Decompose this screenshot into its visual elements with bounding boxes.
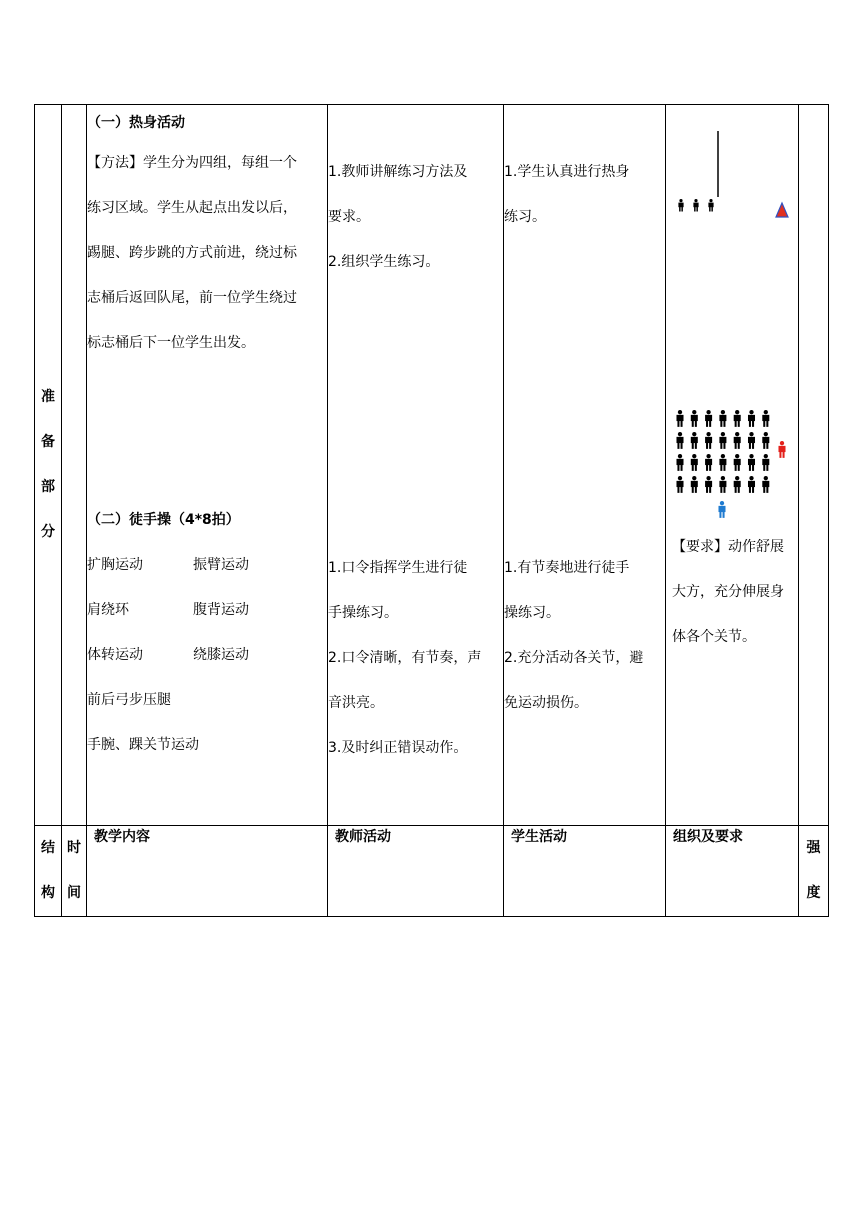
exercise-item: 扩胸运动 — [87, 557, 143, 573]
student-figure-icon — [748, 410, 755, 427]
student-figure-icon — [676, 454, 683, 471]
exercise-item: 体转运动 — [87, 647, 143, 663]
header-char: 强 — [806, 840, 821, 856]
teacher-line: 手操练习。 — [328, 605, 398, 621]
student-activity-header: 学生活动 — [504, 826, 666, 917]
student-figure-icon — [748, 476, 755, 493]
student-line: 操练习。 — [504, 605, 560, 621]
time-header — [62, 826, 87, 917]
section-char: 部 — [41, 479, 55, 495]
warmup-line: 踢腿、跨步跳的方式前进，绕过标 — [87, 245, 297, 261]
student-figure-icon — [705, 454, 712, 471]
student-figure-icon — [719, 410, 726, 427]
student-figure-icon — [762, 454, 769, 471]
header-char: 构 — [41, 885, 55, 901]
formation-svg — [672, 105, 793, 525]
structure-header — [35, 826, 62, 917]
requirement-line: 大方，充分伸展身 — [672, 584, 784, 600]
header-char: 间 — [67, 885, 81, 901]
student-figure-icon — [691, 432, 698, 449]
teacher-activity-cell — [328, 105, 504, 826]
header-row — [35, 826, 829, 917]
student-figure-icon — [719, 476, 726, 493]
student-figure-icon — [734, 476, 741, 493]
exercise-row: 前后弓步压腿 — [87, 692, 171, 708]
teacher-line: 2.组织学生练习。 — [328, 254, 440, 270]
teacher-line: 要求。 — [328, 209, 370, 225]
teacher-line: 音洪亮。 — [328, 695, 384, 711]
content-cell — [87, 105, 328, 826]
section-label-cell — [35, 105, 62, 826]
student-figure-icon — [705, 432, 712, 449]
lesson-plan-table — [34, 104, 829, 917]
exercise-item: 绕膝运动 — [193, 647, 249, 663]
student-figure-icon — [748, 432, 755, 449]
student-line: 免运动损伤。 — [504, 695, 588, 711]
organization-header: 组织及要求 — [666, 826, 799, 917]
student-figure-icon — [719, 454, 726, 471]
student-line: 1.有节奏地进行徒手 — [504, 560, 630, 576]
student-figure-icon — [762, 476, 769, 493]
teacher-figure-icon — [778, 441, 785, 458]
teacher-line: 1.口令指挥学生进行徒 — [328, 560, 468, 576]
student-figure-icon — [748, 454, 755, 471]
section-char: 准 — [41, 389, 55, 405]
student-figure-icon — [762, 410, 769, 427]
calisthenics-title: （二）徒手操（4*8拍） — [87, 512, 240, 528]
student-figure-icon — [762, 432, 769, 449]
student-figure-icon — [676, 476, 683, 493]
cone-icon — [776, 203, 788, 217]
student-line: 练习。 — [504, 209, 546, 225]
warmup-line: 练习区域。学生从起点出发以后， — [87, 200, 297, 216]
exercise-item: 肩绕环 — [87, 602, 129, 618]
content-header: 教学内容 — [87, 826, 328, 917]
teacher-line: 2.口令清晰，有节奏，声 — [328, 650, 482, 666]
student-figure-icon — [691, 454, 698, 471]
exercise-row: 手腕、踝关节运动 — [87, 737, 199, 753]
requirement-line: 体各个关节。 — [672, 629, 756, 645]
student-line: 2.充分活动各关节，避 — [504, 650, 644, 666]
student-figure-icon — [708, 199, 713, 212]
teacher-line: 1.教师讲解练习方法及 — [328, 164, 468, 180]
warmup-title: （一）热身活动 — [87, 115, 185, 131]
intensity-cell — [799, 105, 829, 826]
teacher-figure-icon — [718, 501, 725, 518]
section-char: 备 — [41, 434, 55, 450]
requirement-line: 【要求】动作舒展 — [672, 539, 784, 555]
student-figure-icon — [734, 432, 741, 449]
warmup-line: 【方法】学生分为四组，每组一个 — [87, 155, 297, 171]
teacher-activity-header: 教师活动 — [328, 826, 504, 917]
exercise-row — [87, 543, 327, 588]
warmup-line: 标志桶后下一位学生出发。 — [87, 335, 255, 351]
exercise-row — [87, 588, 327, 633]
preparation-row — [35, 105, 829, 826]
header-char: 结 — [41, 840, 55, 856]
teacher-line: 3.及时纠正错误动作。 — [328, 740, 468, 756]
warmup-line: 志桶后返回队尾，前一位学生绕过 — [87, 290, 297, 306]
student-figure-icon — [678, 199, 683, 212]
section-char: 分 — [41, 524, 55, 540]
student-figure-icon — [691, 476, 698, 493]
student-figure-icon — [719, 432, 726, 449]
student-figure-icon — [676, 432, 683, 449]
student-activity-cell — [504, 105, 666, 826]
intensity-header — [799, 826, 829, 917]
student-figure-icon — [734, 454, 741, 471]
time-cell — [62, 105, 87, 826]
exercise-item: 腹背运动 — [193, 602, 249, 618]
exercise-item: 振臂运动 — [193, 557, 249, 573]
header-char: 时 — [67, 840, 81, 856]
student-figure-icon — [676, 410, 683, 427]
student-figure-icon — [705, 476, 712, 493]
student-line: 1.学生认真进行热身 — [504, 164, 630, 180]
student-figure-icon — [705, 410, 712, 427]
organization-cell — [666, 105, 799, 826]
student-figure-icon — [734, 410, 741, 427]
student-figure-icon — [691, 410, 698, 427]
formation-diagram — [672, 105, 792, 525]
exercise-row — [87, 633, 327, 678]
header-char: 度 — [806, 885, 821, 901]
student-figure-icon — [693, 199, 698, 212]
